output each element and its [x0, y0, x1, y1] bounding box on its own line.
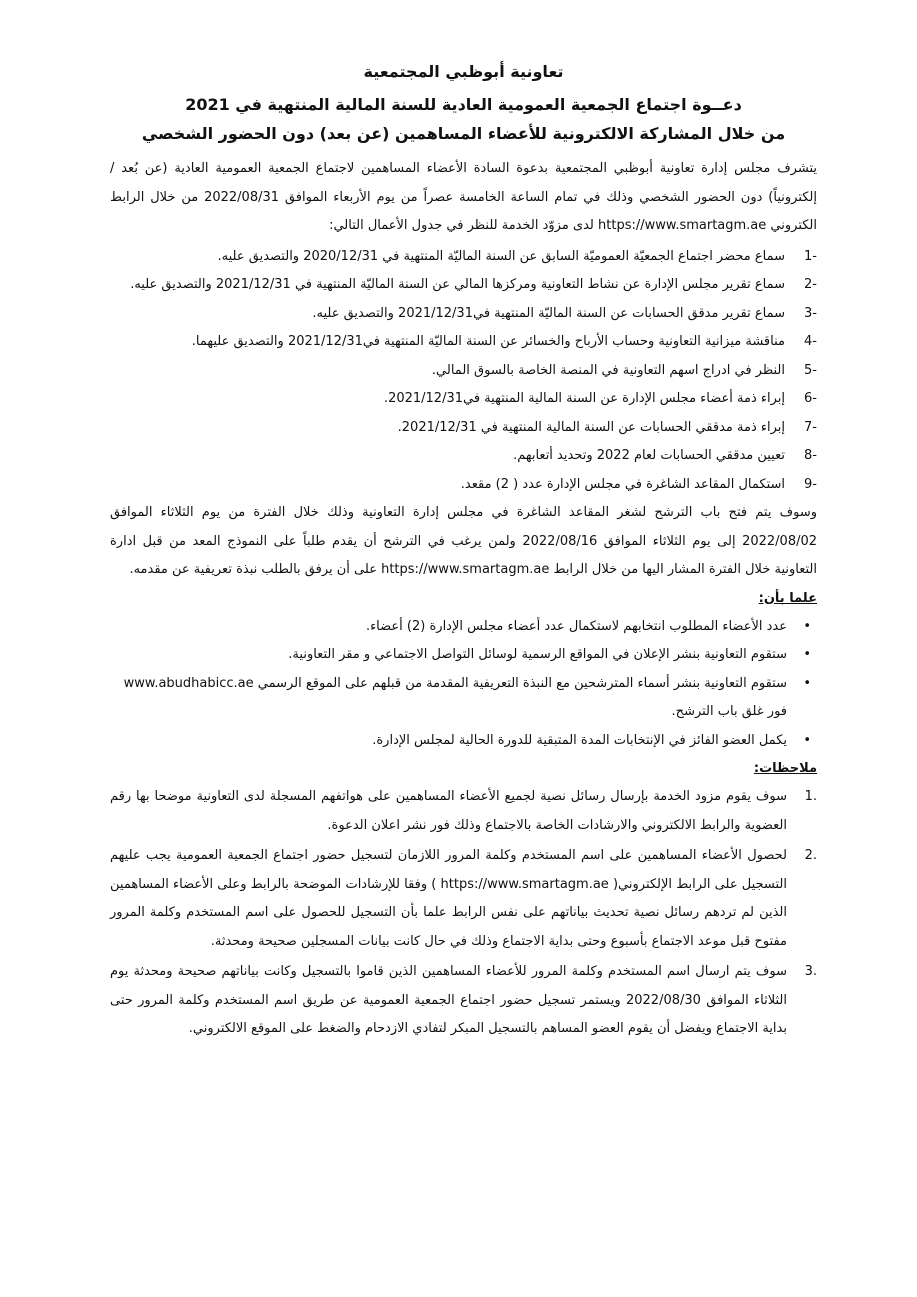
agenda-item-number: -9: [804, 476, 817, 492]
bullet-icon: •: [803, 647, 811, 662]
agenda-item-number: -7: [804, 419, 817, 435]
agenda-item: [110, 271, 817, 300]
note-text: سوف يتم ارسال اسم المستخدم وكلمة المرور للأعضاء المساهمين الذين قاموا بالتسجيل وكانت بياناتهم صحيحة ومحدثة يوم الثلاثاء الموافق 2022/08/30 ويستمر تسجيل حضور اجتماع الجمعية العمومية عن طريق اسم المستخدم وكلمة المرور حتى بداية الاجتماع ويفضل أن يقوم العضو المساهم بالتسجيل المبكر لتفادي الازدحام والضغط على الموقع الالكتروني.: [110, 964, 787, 1036]
note-item: [110, 842, 817, 956]
nomination-paragraph: وسوف يتم فتح باب الترشح لشغر المقاعد الشاغرة في مجلس إدارة التعاونية وذلك خلال الفترة من يوم الثلاثاء الموافق 2022/08/02 إلى يوم الثلاثاء الموافق 2022/08/16 ولمن يرغب في الترشح أن يقدم طلباً على النموذج المعد من قبل ادارة التعاونية خلال الفترة المشار اليها من خلال الرابط https://www.smartagm.ae على أن يرفق بالطلب نبذة تعريفية عن مقدمه.: [110, 505, 818, 577]
agenda-item-number: -5: [804, 362, 817, 378]
intro-paragraph: يتشرف مجلس إدارة تعاونية أبوظبي المجتمعية بدعوة السادة الأعضاء المساهمين لاجتماع الجمعية العمومية العادية (عن بُعد / إلكترونياً) دون الحضور الشخصي وذلك في تمام الساعة الخامسة عصراً من يوم الأربعاء الموافق 2022/08/31 من خلال الرابط الكتروني https://www.smartagm.ae لدى مزوّد الخدمة للنظر في جدول الأعمال التالي:: [110, 161, 818, 233]
agenda-item: [110, 328, 817, 357]
notice-heading: علما بأن:: [758, 590, 817, 606]
agenda-item-text: استكمال المقاعد الشاغرة في مجلس الإدارة عدد ( 2) مقعد.: [460, 476, 785, 492]
agenda-item-text: النظر في ادراج اسهم التعاونية في المنصة الخاصة بالسوق المالي.: [431, 362, 785, 378]
notes-heading: ملاحظات:: [753, 761, 817, 776]
agenda-item: [110, 300, 817, 329]
notice-item: [110, 641, 817, 670]
notes-list: [110, 783, 817, 1044]
notice-item-text: يكمل العضو الفائز في الإنتخابات المدة المتبقية للدورة الحالية لمجلس الإدارة.: [372, 732, 787, 748]
note-text: سوف يقوم مزود الخدمة بإرسال رسائل نصية لجميع الأعضاء المساهمين على هواتفهم المسجلة لدى التعاونية موضحا بها رقم العضوية والرابط الالكتروني والارشادات الخاصة بالاجتماع وذلك فور نشر اعلان الدعوة.: [110, 789, 787, 833]
agenda-item: [110, 357, 817, 386]
agenda-item-number: -8: [804, 448, 817, 463]
bullet-icon: •: [803, 618, 811, 634]
notice-item: [110, 613, 817, 642]
document-page: [110, 62, 817, 1046]
note-item: [110, 783, 817, 840]
agenda-item: [110, 385, 817, 414]
notice-item-text: عدد الأعضاء المطلوب انتخابهم لاستكمال عدد أعضاء مجلس الإدارة (2) أعضاء.: [365, 618, 787, 634]
agenda-item-number: -1: [804, 248, 817, 264]
note-number: .3: [804, 964, 817, 979]
bullet-icon: •: [803, 675, 811, 691]
agenda-item-number: -6: [804, 391, 817, 406]
agenda-item-number: -3: [804, 305, 817, 321]
participation-title: من خلال المشاركة الالكترونية للأعضاء المساهمين (عن بعد) دون الحضور الشخصي: [141, 124, 786, 143]
note-item: [110, 958, 817, 1044]
agenda-item-number: -2: [804, 277, 817, 292]
notice-item-text: ستقوم التعاونية بنشر أسماء المترشحين مع النبذة التعريفية المقدمة من قبلهم على الموقع الرسمي www.abudhabicc.ae فور غلق باب الترشح.: [123, 675, 787, 719]
agenda-item-text: سماع محضر اجتماع الجمعيّة العموميّة السابق عن السنة الماليّة المنتهية في 2020/12/31 والتصديق عليه.: [217, 248, 785, 264]
agenda-item-text: سماع تقرير مدقق الحسابات عن السنة الماليّة المنتهية في2021/12/31 والتصديق عليه.: [312, 305, 785, 321]
agenda-item: [110, 243, 817, 272]
agenda-item-text: إبراء ذمة مدققي الحسابات عن السنة المالية المنتهية في 2021/12/31.: [397, 419, 785, 435]
notice-list: [110, 613, 817, 756]
meeting-title: دعــوة اجتماع الجمعية العمومية العادية للسنة المالية المنتهية في 2021: [185, 95, 742, 114]
agenda-item-number: -4: [804, 334, 817, 349]
note-number: .1: [804, 789, 817, 804]
notice-item: [110, 670, 817, 727]
agenda-item-text: تعيين مدققي الحسابات لعام 2022 وتحديد أتعابهم.: [513, 448, 785, 463]
agenda-item-text: إبراء ذمة أعضاء مجلس الإدارة عن السنة المالية المنتهية في2021/12/31.: [383, 391, 785, 406]
agenda-item-text: مناقشة ميزانية التعاونية وحساب الأرباح والخسائر عن السنة الماليّة المنتهية في2021/12/31 والتصديق عليهما.: [191, 334, 785, 349]
agenda-list: [110, 243, 817, 500]
agenda-item: [110, 471, 817, 500]
note-text: لحصول الأعضاء المساهمين على اسم المستخدم وكلمة المرور اللازمان لتسجيل حضور اجتماع الجمعية العمومية يجب عليهم التسجيل على الرابط الإلكتروني( https://www.smartagm.ae ) وفقا للإرشادات الموضحة بالرابط وعلى الأعضاء المساهمين الذين لم تردهم رسائل نصية تحديث بياناتهم على نفس الرابط علما بأن التسجيل للحصول على اسم المستخدم وكلمة المرور مفتوح قبل موعد الاجتماع بأسبوع وحتى بداية الاجتماع وذلك في حال كانت بيانات المسجلين صحيحة ومحدثة.: [110, 848, 788, 949]
notice-item: [110, 727, 817, 756]
note-number: .2: [804, 848, 817, 863]
organization-title: تعاونية أبوظبي المجتمعية: [363, 62, 564, 81]
bullet-icon: •: [803, 732, 811, 748]
agenda-item-text: سماع تقرير مجلس الإدارة عن نشاط التعاونية ومركزها المالي عن السنة الماليّة المنتهية في 2021/12/31 والتصديق عليه.: [130, 277, 785, 292]
agenda-item: [110, 442, 817, 471]
notice-item-text: ستقوم التعاونية بنشر الإعلان في المواقع الرسمية لوسائل التواصل الاجتماعي و مقر التعاونية.: [288, 647, 787, 662]
agenda-item: [110, 414, 817, 443]
